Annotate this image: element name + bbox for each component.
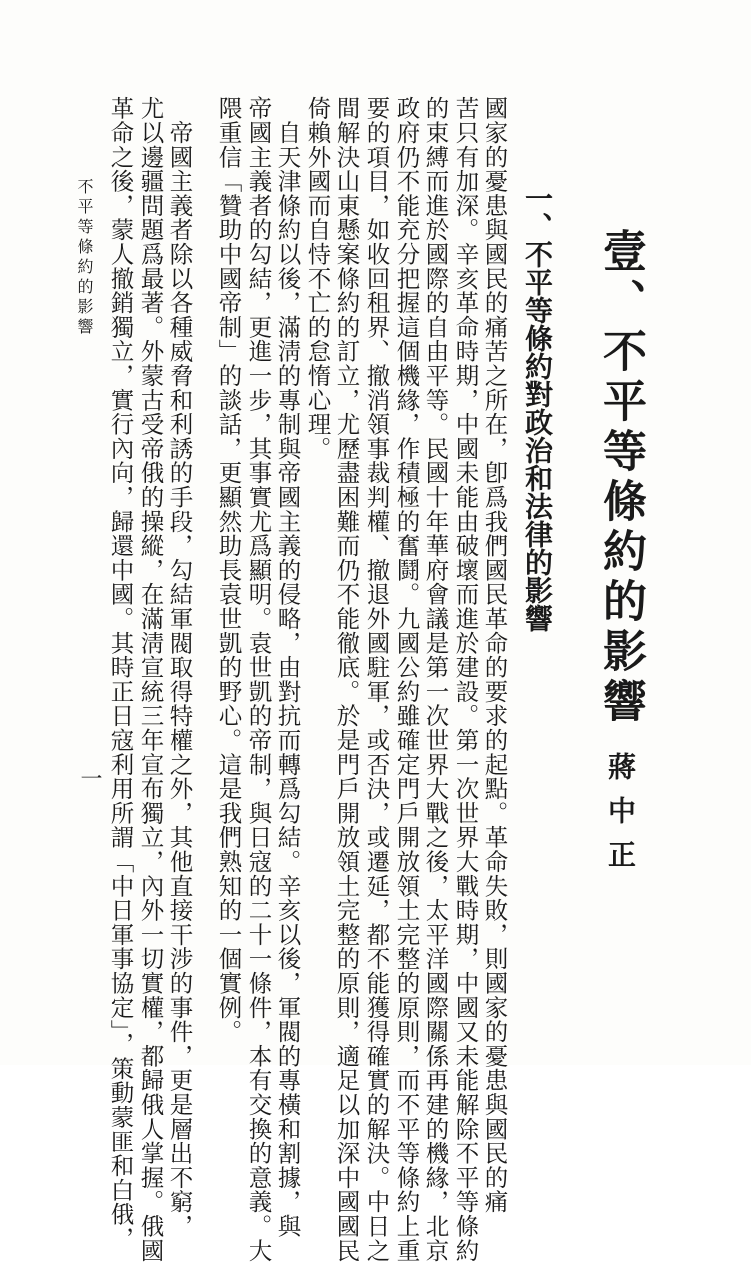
body-line: 帝國主義者的勾結，更進一步，其事實尤爲顯明。袁世凱的帝制，與日寇的二十一條件，本有交換的意義。大	[244, 96, 273, 1262]
author-name: 蔣中正	[604, 752, 637, 884]
body-line: 革命之後，蒙人撤銷獨立，實行內向，歸還中國。其時正日寇利用所謂「中日軍事協定」，策動蒙匪和白俄，	[106, 96, 135, 1251]
body-line: 要的項目，如收回租界、撤消領事裁判權、撤退外國駐軍，或否決，或遷延，都不能獲得確實的解決。中日之	[362, 96, 391, 1262]
body-line: 國家的憂患與國民的痛苦之所在，卽爲我們國民革命的要求的起點。革命失敗，則國家的憂患與國民的痛	[480, 96, 509, 1214]
body-line: 隈重信「贊助中國帝制」的談話，更顯然助長袁世凱的野心。這是我們熟知的一個實例。	[214, 96, 243, 1044]
body-line: 的束縛而進於國際的自由平等。民國十年華府會議是第一次世界大戰之後，太平洋國際關係再建的機緣，北京	[421, 96, 450, 1262]
running-head: 不平等條約的影響	[75, 178, 94, 338]
chapter-title: 壹、不平等條約的影響	[595, 228, 646, 728]
body-line: 帝國主義者除以各種威脅和利誘的手段，勾結軍閥取得特權之外，其他直接干涉的事件，更是層出不窮，	[165, 96, 194, 1239]
section-heading: 一、不平等條約對政治和法律的影響	[521, 184, 554, 632]
body-line: 倚賴外國而自恃不亡的怠惰心理。	[303, 96, 332, 461]
body-line: 苦只有加深。辛亥革命時期，中國未能由破壞而進於建設。第一次世界大戰時期，中國又未能解除不平等條約	[451, 96, 480, 1262]
body-line: 尤以邊疆問題爲最著。外蒙古受帝俄的操縱，在滿淸宣統三年宣布獨立，內外一切實權，都歸俄人掌握。俄國	[136, 96, 165, 1262]
body-line: 間解決山東懸案條約的訂立，尤歷盡困難而仍不能徹底。於是門戶開放領土完整的原則，適足以加深中國國民	[332, 96, 361, 1262]
body-line: 政府仍不能充分把握這個機緣，作積極的奮鬪。九國公約雖確定門戶開放領土完整的原則，而不平等條約上重	[392, 96, 421, 1262]
body-line: 自天津條約以後，滿淸的專制與帝國主義的侵略，由對抗而轉爲勾結。辛亥以後，軍閥的專橫和割據，與	[273, 96, 302, 1239]
page-number: 一	[77, 767, 102, 789]
